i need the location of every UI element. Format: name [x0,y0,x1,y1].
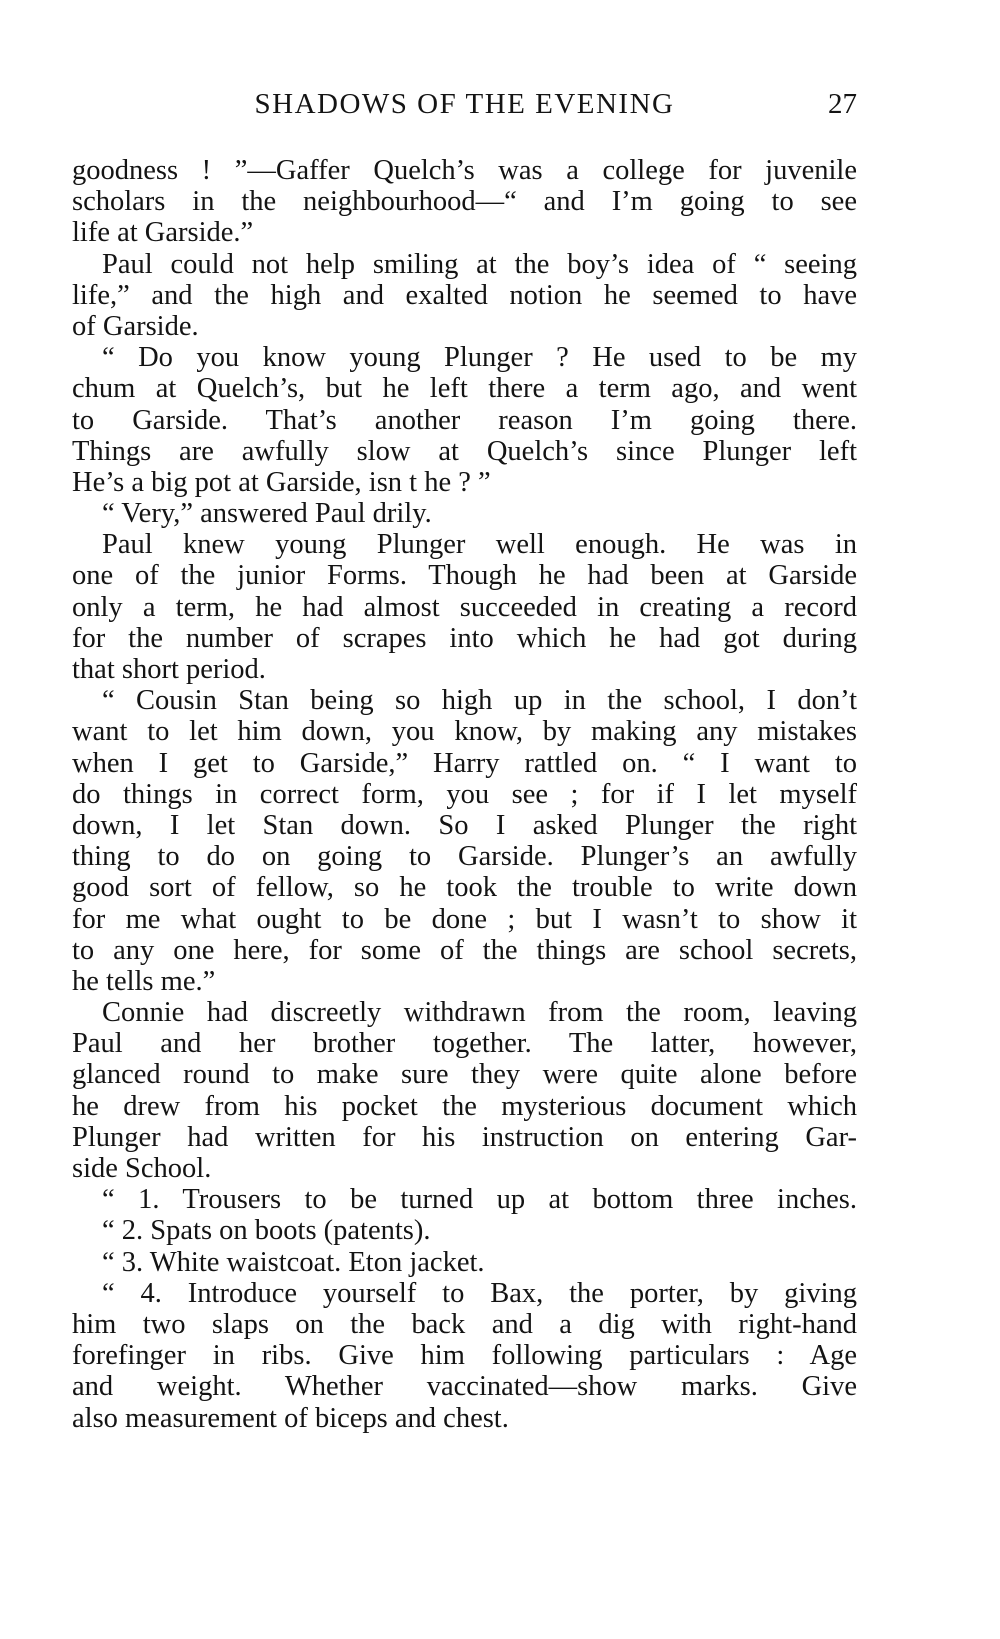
running-head [72,88,857,128]
text-line: “ Do you know young Plunger ? He used to be my [102,342,857,374]
text-line: only a term, he had almost succeeded in creating a record [72,591,857,623]
text-line: down, I let Stan down. So I asked Plunger the right [72,809,857,841]
text-line: glanced round to make sure they were quite alone before [72,1059,857,1091]
list-item: “ 2. Spats on boots (patents). [102,1215,431,1247]
text-line: do things in correct form, you see ; for if I let myself [72,778,857,810]
text-line: him two slaps on the back and a dig with right-hand [72,1308,857,1340]
text-line: he drew from his pocket the mysterious document which [72,1090,857,1122]
running-title: SHADOWS OF THE EVENING [254,88,675,120]
text-line: life at Garside.” [72,217,254,249]
text-line: that short period. [72,654,266,685]
text-line: Paul and her brother together. The latter, however, [72,1028,857,1060]
text-line: scholars in the neighbourhood—“ and I’m going to see [72,186,857,218]
text-line: for me what ought to be done ; but I wasn’t to show it [72,903,857,935]
text-line: side School. [72,1153,212,1184]
text-line: Paul knew young Plunger well enough. He was in [102,529,857,561]
list-item: “ 4. Introduce yourself to Bax, the porter, by giving [102,1277,857,1309]
text-line: one of the junior Forms. Though he had been at Garside [72,560,857,592]
body-text [72,155,857,1434]
text-line: thing to do on going to Garside. Plunger’s an awfully [72,841,857,873]
text-line: for the number of scrapes into which he had got during [72,622,857,654]
text-line: forefinger in ribs. Give him following particulars : Age [72,1340,857,1372]
list-item: “ 3. White waistcoat. Eton jacket. [102,1246,485,1278]
text-line: Plunger had written for his instruction on entering Gar- [72,1121,857,1153]
text-line: Paul could not help smiling at the boy’s idea of “ seeing [102,248,857,280]
text-line: and weight. Whether vaccinated—show marks. Give [72,1371,857,1403]
text-line: life,” and the high and exalted notion he seemed to have [72,279,857,311]
text-line: of Garside. [72,310,199,342]
text-line: when I get to Garside,” Harry rattled on. “ I want to [72,747,857,779]
text-line: to any one here, for some of the things are school secrets, [72,934,857,966]
page-number: 27 [828,88,857,120]
text-line: “ Very,” answered Paul drily. [102,498,432,530]
text-line: Connie had discreetly withdrawn from the room, leaving [102,997,857,1029]
text-line: He’s a big pot at Garside, isn t he ? ” [72,466,491,498]
text-line: also measurement of biceps and chest. [72,1402,509,1434]
list-item: “ 1. Trousers to be turned up at bottom three inches. [102,1184,857,1216]
text-line: want to let him down, you know, by making any mistakes [72,716,857,748]
text-line: Things are awfully slow at Quelch’s since Plunger left [72,435,857,467]
text-line: goodness ! ”—Gaffer Quelch’s was a college for juvenile [72,155,857,186]
text-line: chum at Quelch’s, but he left there a term ago, and went [72,373,857,405]
text-line: he tells me.” [72,965,216,997]
text-line: good sort of fellow, so he took the trouble to write down [72,872,857,904]
text-line: to Garside. That’s another reason I’m going there. [72,404,857,436]
text-line: “ Cousin Stan being so high up in the school, I don’t [102,685,857,717]
